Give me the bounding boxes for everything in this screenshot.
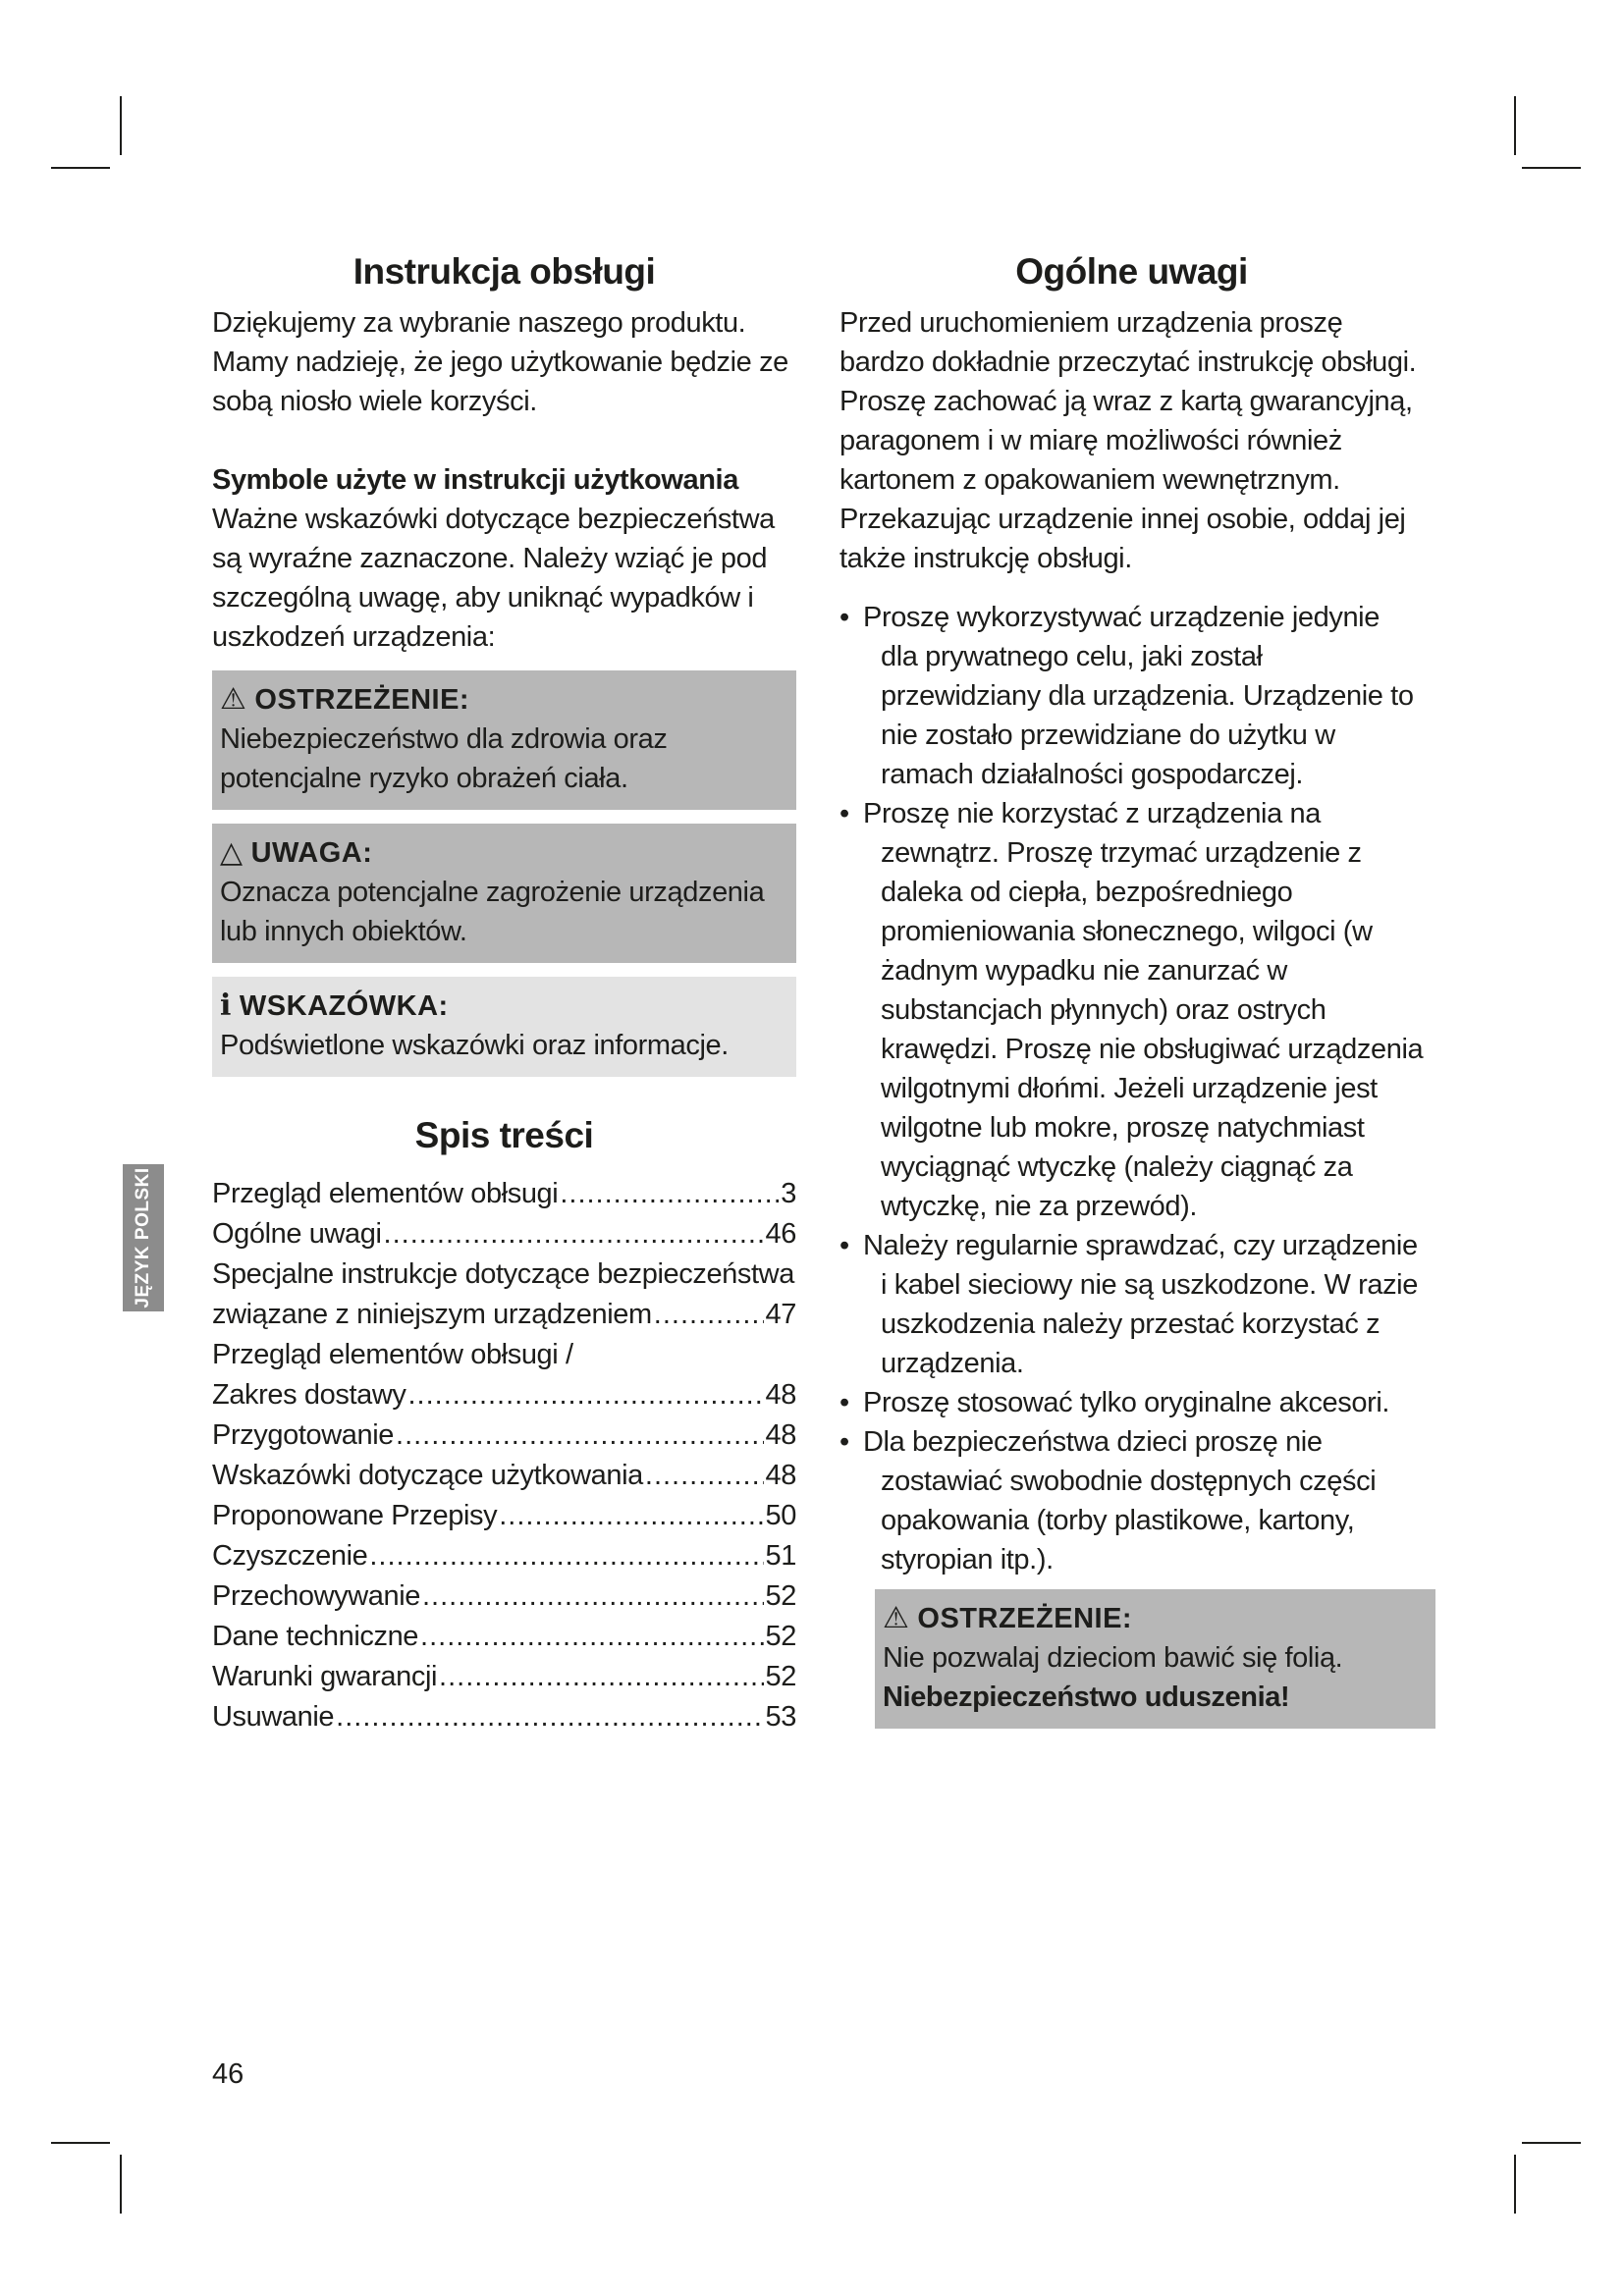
general-notes-title: Ogólne uwagi (1015, 251, 1248, 292)
toc-entry[interactable]: Przygotowanie ..... 48 (212, 1415, 796, 1456)
language-label: JĘZYK POLSKI (133, 1167, 153, 1308)
table-of-contents (212, 1174, 796, 1737)
crop-mark (51, 167, 110, 169)
crop-mark (1522, 2142, 1581, 2144)
note-box (212, 977, 796, 1077)
warning-text: Niebezpieczeństwo dla zdrowia oraz potencjalne ryzyko obrażeń ciała. (220, 723, 668, 795)
toc-entry[interactable]: Czyszczenie ..... 51 (212, 1536, 796, 1576)
note-title: WSKAZÓWKA: (239, 990, 449, 1023)
toc-entry[interactable]: związane z niniejszym urządzeniem ..... 47 (212, 1295, 796, 1335)
list-item: • Dla bezpieczeństwa dzieci proszę nie zostawiać swobodnie dostępnych części opakowania (torby plastikowe, kartony, styropian itp.). (839, 1422, 1424, 1579)
warning-title: OSTRZEŻENIE: (254, 684, 470, 717)
symbols-text: Ważne wskazówki dotyczące bezpieczeństwa są wyraźne zaznaczone. Należy wziąć je pod szczególną uwagę, aby uniknąć wypadków i uszkodzeń urządzenia: (212, 504, 775, 654)
toc-entry[interactable]: Ogólne uwagi ..... 46 (212, 1214, 796, 1255)
toc-entry[interactable]: Przegląd elementów obłsugi / (212, 1338, 573, 1370)
child-warning-title: OSTRZEŻENIE: (917, 1603, 1133, 1635)
toc-entry[interactable]: Zakres dostawy ..... 48 (212, 1375, 796, 1415)
crop-mark (1514, 2155, 1516, 2214)
child-warning-text-bold: Niebezpieczeństwo uduszenia! (883, 1682, 1290, 1714)
caution-triangle-icon: △ (220, 836, 244, 870)
crop-mark (1522, 167, 1581, 169)
child-warning-box (875, 1589, 1435, 1729)
symbols-heading: Symbole użyte w instrukcji użytkowania (212, 464, 738, 497)
note-text: Podświetlone wskazówki oraz informacje. (220, 1030, 729, 1062)
toc-entry[interactable]: Dane techniczne ..... 52 (212, 1617, 796, 1657)
toc-entry[interactable]: Przegląd elementów obłsugi ..... 3 (212, 1174, 796, 1214)
safety-list (839, 598, 1424, 1579)
toc-entry[interactable]: Proponowane Przepisy ..... 50 (212, 1496, 796, 1536)
page-number: 46 (212, 2058, 244, 2090)
toc-entry[interactable]: Specjalne instrukcje dotyczące bezpieczeństwa (212, 1257, 794, 1290)
crop-mark (51, 2142, 110, 2144)
caution-box (212, 824, 796, 963)
warning-box (212, 670, 796, 810)
language-side-tab (123, 1164, 164, 1311)
list-item: • Proszę stosować tylko oryginalne akcesori. (839, 1383, 1424, 1422)
toc-title: Spis treści (414, 1115, 594, 1156)
manual-title: Instrukcja obsługi (352, 251, 656, 292)
warning-triangle-icon: ⚠ (883, 1602, 910, 1635)
crop-mark (120, 96, 122, 155)
toc-entry[interactable]: Wskazówki dotyczące użytkowania ..... 48 (212, 1456, 796, 1496)
child-warning-text (883, 1638, 1428, 1717)
toc-entry[interactable]: Usuwanie ..... 53 (212, 1697, 796, 1737)
right-column (839, 250, 1424, 1729)
toc-entry[interactable]: Przechowywanie ..... 52 (212, 1576, 796, 1617)
list-item: • Proszę wykorzystywać urządzenie jedynie dla prywatnego celu, jaki został przewidziany dla urządzenia. Urządzenie to nie zostało przewidziane do użytku w ramach działalności gospodarczej. (839, 598, 1424, 794)
crop-mark (1514, 96, 1516, 155)
intro-text: Dziękujemy za wybranie naszego produktu. Mamy nadzieję, że jego użytkowanie będzie ze sobą niosło wiele korzyści. (212, 307, 788, 418)
general-intro-text: Przed uruchomieniem urządzenia proszę bardzo dokładnie przeczytać instrukcję obsługi. Proszę zachować ją wraz z kartą gwarancyjną, paragonem i w miarę możliwości również kartonem z opakowaniem wewnętrznym. Przekazując urządzenie innej osobie, oddaj jej także instrukcję obsługi. (839, 307, 1417, 575)
caution-title: UWAGA: (250, 837, 373, 870)
crop-mark (120, 2155, 122, 2214)
list-item: • Należy regularnie sprawdzać, czy urządzenie i kabel sieciowy nie są uszkodzone. W razie uszkodzenia należy przestać korzystać z urządzenia. (839, 1226, 1424, 1383)
child-warning-text-regular: Nie pozwalaj dzieciom bawić się folią. (883, 1642, 1343, 1675)
info-icon: i (220, 988, 232, 1024)
caution-text: Oznacza potencjalne zagrożenie urządzenia lub innych obiektów. (220, 877, 765, 948)
toc-entry[interactable]: Warunki gwarancji ..... 52 (212, 1657, 796, 1697)
list-item: • Proszę nie korzystać z urządzenia na zewnątrz. Proszę trzymać urządzenie z daleka od ciepła, bezpośredniego promieniowania słonecznego, wilgoci (w żadnym wypadku nie zanurzać w substancjach płynnych) oraz ostrych krawędzi. Proszę nie obsługiwać urządzenia wilgotnymi dłońmi. Jeżeli urządzenie jest wilgotne lub mokre, proszę natychmiast wyciągnąć wtyczkę (należy ciągnąć za wtyczkę, nie za przewód). (839, 794, 1424, 1226)
warning-triangle-icon: ⚠ (220, 683, 247, 717)
left-column (212, 250, 796, 1737)
